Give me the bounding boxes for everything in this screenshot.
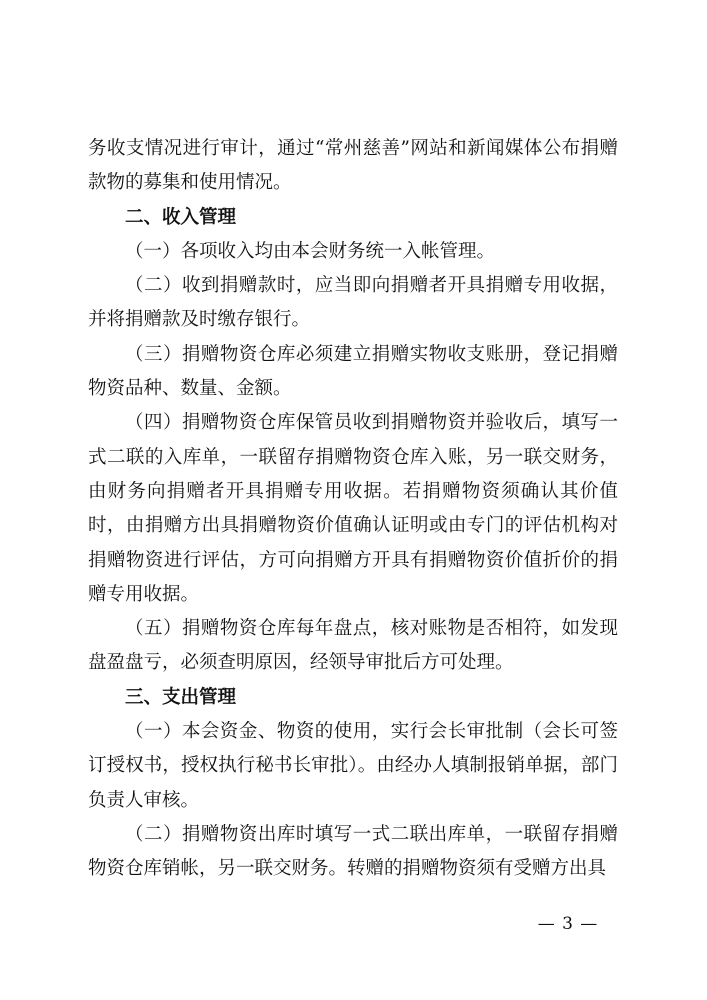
paragraph-continuation: 务收支情况进行审计，通过“常州慈善”网站和新闻媒体公布捐赠款物的募集和使用情况。	[88, 138, 618, 194]
page-number: — 3 —	[537, 914, 599, 934]
paragraph-expenditure-1: （一）本会资金、物资的使用，实行会长审批制（会长可签订授权书，授权执行秘书长审批）。由经办人填制报销单据，部门负责人审核。	[88, 721, 618, 811]
paragraph-income-5: （五）捐赠物资仓库每年盘点，核对账物是否相符，如发现盘盈盘亏，必须查明原因，经领导审批后方可处理。	[88, 618, 618, 674]
section-heading-income: 二、收入管理	[125, 206, 237, 228]
body-text	[88, 132, 618, 887]
paragraph-income-1: （一）各项收入均由本会财务统一入帐管理。	[125, 240, 496, 262]
section-heading-expenditure: 三、支出管理	[125, 686, 237, 708]
paragraph-income-4: （四）捐赠物资仓库保管员收到捐赠物资并验收后，填写一式二联的入库单，一联留存捐赠物资仓库入账，另一联交财务，由财务向捐赠者开具捐赠专用收据。若捐赠物资须确认其价值时，由捐赠方出具捐赠物资价值确认证明或由专门的评估机构对捐赠物资进行评估，方可向捐赠方开具有捐赠物资价值折价的捐赠专用收据。	[88, 412, 618, 605]
paragraph-income-2: （二）收到捐赠款时，应当即向捐赠者开具捐赠专用收据，并将捐赠款及时缴存银行。	[88, 275, 618, 331]
paragraph-income-3: （三）捐赠物资仓库必须建立捐赠实物收支账册，登记捐赠物资品种、数量、金额。	[88, 343, 618, 400]
paragraph-expenditure-2: （二）捐赠物资出库时填写一式二联出库单，一联留存捐赠物资仓库销帐，另一联交财务。转赠的捐赠物资须有受赠方出具	[88, 823, 618, 880]
